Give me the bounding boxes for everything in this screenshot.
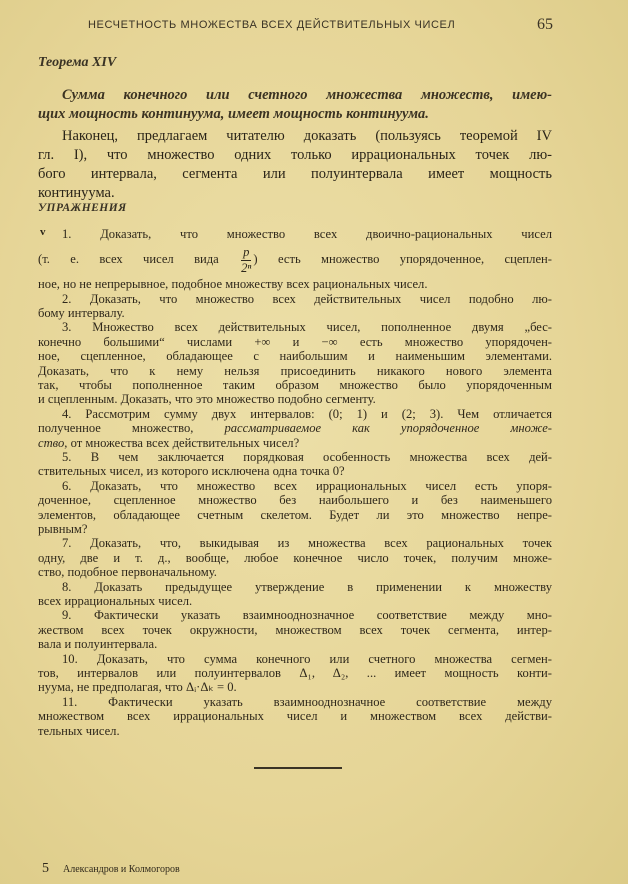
exercise-10-line: 10. Доказать, что сумма конечного или счетного множества сегмен- [62, 651, 552, 666]
exercise-6-line: 6. Доказать, что множество всех иррациональных чисел есть упоря- [62, 478, 552, 493]
fraction-numerator: p [243, 244, 250, 259]
exercise-1-line: 1. Доказать, что множество всех двоично-рациональных чисел [62, 227, 552, 241]
exercise-10-line: тов, интервалов или полуинтервалов Δ₁, Δ₂, ... имеет мощность конти- [38, 665, 552, 680]
theorem-line: щих мощность континуума, имеет мощность континуума. [38, 106, 429, 122]
exercise-3-line: так, чтобы пополненное таким образом множество было упорядоченным [38, 377, 552, 392]
exercise-3-line: конечно большими“ числами +∞ и −∞ есть множество упорядочен- [38, 334, 552, 349]
exercise-1-fraction-line [38, 241, 552, 277]
exercise-1-line: ное, но не непрерывное, подобное множеству всех рациональных чисел. [38, 277, 428, 291]
exercise-5-line: ствительных чисел, из которого исключена одна точка 0? [38, 464, 345, 479]
running-title: НЕСЧЕТНОСТЬ МНОЖЕСТВА ВСЕХ ДЕЙСТВИТЕЛЬНЫХ ЧИСЕЛ [88, 19, 456, 31]
exercise-2-line: бому интервалу. [38, 305, 125, 320]
theorem-title: Теорема XIV [38, 55, 117, 70]
exercises-heading: УПРАЖНЕНИЯ [38, 202, 127, 214]
exercise-7-line: 7. Доказать, что, выкидывая из множества всех рациональных точек [62, 536, 552, 551]
exercise-3-line: ное, сцепленное, обладающее с наибольшим и наименьшим элементами. [38, 349, 552, 364]
exercise-1-text: ) есть множество упорядоченное, сцеплен- [253, 252, 552, 266]
exercise-9-line: 9. Фактически указать взаимнооднозначное соответствие между мно- [62, 608, 552, 623]
body-line: бого интервала, сегмента или полуинтервала имеет мощность [38, 166, 552, 182]
exercise-2-line: 2. Доказать, что множество всех действительных чисел подобно лю- [62, 291, 552, 306]
exercise-4-line: полученное множество, рассматриваемое как упорядоченное множе- [38, 421, 552, 436]
exercise-8-line: 8. Доказать предыдущее утверждение в применении к множеству [62, 579, 552, 594]
exercise-6-line: элементов, обладающее счетным скелетом. Будет ли это множество непре- [38, 507, 552, 522]
fraction-denominator: 2ⁿ [241, 260, 252, 275]
exercise-10-line: нуума, не предполагая, что Δᵢ·Δₖ = 0. [38, 680, 237, 695]
exercise-11-line: множеством всех иррациональных чисел и множеством всех действи- [38, 709, 552, 724]
exercise-9-line: жеством всех точек окружности, множеством всех точек сегмента, интер- [38, 622, 552, 637]
exercise-9-line: вала и полуинтервала. [38, 637, 158, 652]
exercise-3-line: Доказать, что к нему нельзя присоединить никакого нового элемента [38, 363, 552, 378]
signature-text: Александров и Колмогоров [63, 864, 180, 875]
italic-phrase: ство [38, 435, 65, 450]
italic-phrase: рассматриваемое как упорядоченное множе- [224, 421, 552, 436]
exercise-11-line: тельных чисел. [38, 723, 120, 738]
exercise-8-line: всех иррациональных чисел. [38, 593, 193, 608]
exercise-6-line: рывным? [38, 521, 88, 536]
exercise-4-line: 4. Рассмотрим сумму двух интервалов: (0; 1) и (2; 3). Чем отличается [62, 406, 552, 421]
exercise-6-line: доченное, сцепленное множество без наибольшего и без наименьшего [38, 493, 552, 508]
end-divider [254, 767, 342, 769]
exercise-4-line: ство, от множества всех действительных чисел? [38, 435, 300, 450]
body-line: гл. I), что множество одних только иррациональных точек лю- [38, 147, 552, 163]
body-line: континуума. [38, 185, 115, 201]
printer-signature [42, 861, 180, 877]
body-line: Наконец, предлагаем читателю доказать (пользуясь теоремой IV [62, 128, 552, 144]
fraction-p-over-2n [241, 245, 251, 276]
exercise-3-line: 3. Множество всех действительных чисел, пополненное двумя „бес- [62, 320, 552, 335]
page-number: 65 [537, 16, 553, 33]
running-header [88, 16, 553, 36]
exercise-3-line: и сцепленным. Доказать, что это множество подобно сегменту. [38, 392, 376, 407]
exercise-5-line: 5. В чем заключается порядковая особенность множества всех дей- [62, 449, 552, 464]
signature-number: 5 [42, 861, 49, 876]
exercise-1-text: (т. е. всех чисел вида [38, 252, 219, 266]
theorem-line: Сумма конечного или счетного множества множеств, имею- [62, 87, 552, 103]
exercise-7-line: одну, две и т. д., вообще, любое конечное число точек, получим множе- [38, 550, 552, 565]
exercise-7-line: ство, подобное первоначальному. [38, 565, 217, 580]
exercise-11-line: 11. Фактически указать взаимнооднозначное соответствие между [62, 694, 552, 709]
margin-check-mark: v [40, 226, 46, 238]
